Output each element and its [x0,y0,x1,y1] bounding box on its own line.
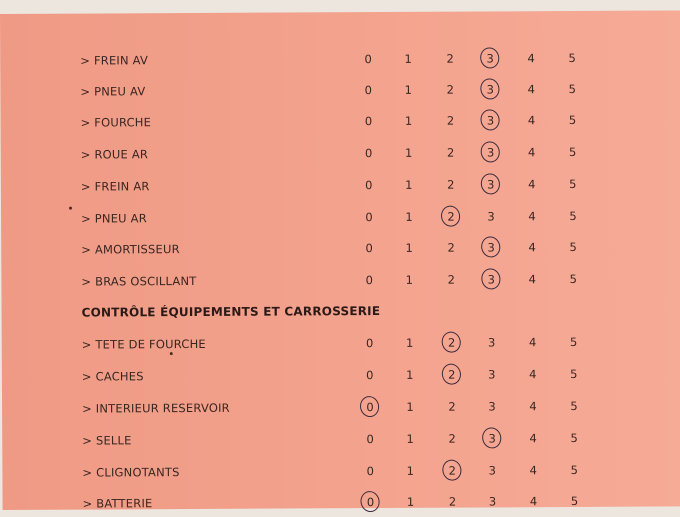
selected-score[interactable]: 3 [484,145,498,159]
ink-speck [69,207,72,210]
score-5[interactable]: 5 [570,493,579,509]
section-title: CONTRÔLE ÉQUIPEMENTS ET CARROSSERIE [81,304,381,320]
item-row [2,458,680,486]
selected-score[interactable]: 3 [484,272,498,286]
score-1[interactable]: 1 [404,113,413,128]
score-4[interactable]: 4 [527,82,536,97]
item-row [1,267,680,295]
score-3[interactable]: 3 [488,399,496,414]
item-label: > PNEU AV [80,84,146,99]
item-label: > BRAS OSCILLANT [81,273,197,289]
selected-score[interactable]: 0 [364,495,378,509]
score-3[interactable]: 3 [487,209,495,224]
score-3[interactable]: 3 [488,494,497,509]
item-label: > SELLE [82,433,132,448]
selected-score[interactable]: 3 [483,51,497,65]
item-label: > INTERIEUR RESERVOIR [82,400,230,416]
score-4[interactable]: 4 [528,177,536,192]
score-0[interactable]: 0 [365,241,374,256]
selected-score[interactable]: 3 [484,240,498,254]
selected-score[interactable]: 3 [484,177,498,191]
score-3[interactable]: 3 [488,463,497,478]
score-1[interactable]: 1 [405,240,414,255]
score-5[interactable]: 5 [570,366,578,382]
item-label: > TETE DE FOURCHE [81,336,206,352]
score-4[interactable]: 4 [529,463,538,478]
score-4[interactable]: 4 [529,494,538,509]
score-4[interactable]: 4 [528,335,537,350]
score-4[interactable]: 4 [529,431,538,446]
score-5[interactable]: 5 [570,430,579,446]
score-2[interactable]: 2 [446,51,455,66]
item-label: > AMORTISSEUR [81,242,180,257]
score-1[interactable]: 1 [404,82,413,97]
item-row [3,489,680,517]
score-1[interactable]: 1 [405,335,414,350]
score-0[interactable]: 0 [366,368,374,383]
score-4[interactable]: 4 [527,51,536,66]
score-0[interactable]: 0 [364,146,373,161]
item-row [2,362,680,390]
inspection-sheet [0,10,680,510]
item-row [2,330,680,358]
score-2[interactable]: 2 [447,240,456,255]
score-0[interactable]: 0 [364,83,373,98]
item-row [0,46,680,74]
score-1[interactable]: 1 [406,463,415,478]
score-2[interactable]: 2 [446,82,455,97]
item-row [1,172,680,200]
item-label: > CLIGNOTANTS [82,465,180,480]
item-label: > ROUE AR [80,147,149,162]
score-4[interactable]: 4 [527,113,536,128]
score-5[interactable]: 5 [570,462,579,478]
item-row [1,108,680,136]
item-label: > FREIN AV [80,53,149,68]
score-1[interactable]: 1 [405,209,413,224]
score-2[interactable]: 2 [448,494,457,509]
score-3[interactable]: 3 [488,367,496,382]
selected-score[interactable]: 2 [445,336,459,350]
section-header [2,298,680,326]
score-3[interactable]: 3 [487,335,496,350]
item-row [1,140,680,168]
score-2[interactable]: 2 [447,177,455,192]
score-5[interactable]: 5 [568,112,577,128]
selected-score[interactable]: 0 [363,400,377,414]
item-label: > CACHES [81,369,144,384]
score-5[interactable]: 5 [569,176,577,192]
item-row [0,77,680,105]
ink-speck [170,352,173,355]
score-5[interactable]: 5 [570,398,578,414]
selected-score[interactable]: 2 [444,210,458,224]
item-row [2,394,680,422]
item-row [1,204,680,232]
score-1[interactable]: 1 [405,177,413,192]
score-1[interactable]: 1 [406,367,414,382]
selected-score[interactable]: 2 [445,464,459,478]
score-1[interactable]: 1 [406,494,415,509]
score-1[interactable]: 1 [406,431,415,446]
item-label: > FOURCHE [80,115,152,130]
item-label: > BATTERIE [82,496,153,511]
score-5[interactable]: 5 [569,334,578,350]
score-2[interactable]: 2 [448,399,456,414]
selected-score[interactable]: 3 [483,82,497,96]
score-0[interactable]: 0 [366,432,375,447]
selected-score[interactable]: 2 [445,368,459,382]
selected-score[interactable]: 3 [484,113,498,127]
score-2[interactable]: 2 [446,113,455,128]
score-0[interactable]: 0 [365,210,373,225]
score-0[interactable]: 0 [366,464,375,479]
score-4[interactable]: 4 [527,145,536,160]
selected-score[interactable]: 3 [485,431,499,445]
item-label: > PNEU AR [81,211,147,226]
score-2[interactable]: 2 [448,431,457,446]
score-0[interactable]: 0 [365,178,373,193]
score-5[interactable]: 5 [568,81,577,97]
item-label: > FREIN AR [80,179,150,194]
item-row [2,426,680,454]
score-0[interactable]: 0 [364,52,373,67]
score-0[interactable]: 0 [365,273,374,288]
score-1[interactable]: 1 [404,51,413,66]
item-row [1,235,680,263]
score-0[interactable]: 0 [364,114,373,129]
score-4[interactable]: 4 [529,399,537,414]
score-4[interactable]: 4 [528,209,536,224]
score-0[interactable]: 0 [365,336,374,351]
score-4[interactable]: 4 [529,367,537,382]
score-5[interactable]: 5 [568,144,577,160]
score-2[interactable]: 2 [447,272,456,287]
score-1[interactable]: 1 [406,399,414,414]
score-4[interactable]: 4 [528,272,537,287]
score-1[interactable]: 1 [404,145,413,160]
score-5[interactable]: 5 [569,208,577,224]
score-5[interactable]: 5 [568,50,577,66]
score-4[interactable]: 4 [528,240,537,255]
score-1[interactable]: 1 [405,272,414,287]
score-2[interactable]: 2 [446,145,455,160]
score-5[interactable]: 5 [569,239,578,255]
score-5[interactable]: 5 [569,271,578,287]
